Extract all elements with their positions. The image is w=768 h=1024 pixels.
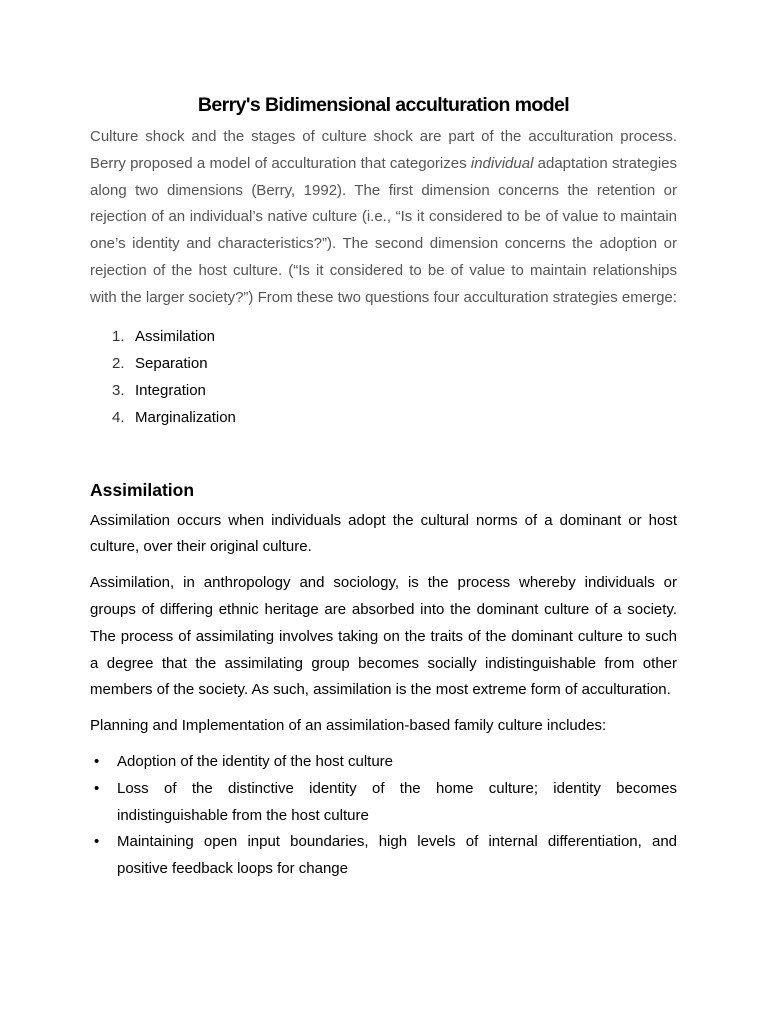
- assimilation-definition: Assimilation occurs when individuals adopt the cultural norms of a dominant or host culture, over their original culture.: [90, 511, 677, 556]
- bullet-text: Loss of the distinctive identity of the home culture; identity becomes indistinguishable from the host culture: [117, 779, 677, 824]
- strategy-item: [90, 377, 677, 404]
- strategy-label: Separation: [135, 354, 208, 372]
- strategy-number: 2.: [112, 354, 125, 372]
- document-page: [90, 92, 677, 883]
- assimilation-anthropology-paragraph: Assimilation, in anthropology and sociology, is the process whereby individuals or groups of differing ethnic heritage are absorbed into the dominant culture of a society. The process of assimilating involves taking on the traits of the dominant culture to such a degree that the assimilating group becomes socially indistinguishable from other members of the society. As such, assimilation is the most extreme form of acculturation.: [90, 574, 677, 699]
- bullet-glyph: •: [94, 779, 100, 797]
- strategy-number: 1.: [112, 327, 125, 345]
- assimilation-bullet-list: [90, 749, 677, 883]
- bullet-glyph: •: [94, 833, 100, 851]
- strategy-item: [90, 350, 677, 377]
- intro-text-end: adaptation strategies along two dimensions (Berry, 1992). The first dimension concerns the retention or rejection of an individual’s native culture (i.e., “Is it considered to be of value to maintain one’s identity and characteristics?”). The second dimension concerns the adoption or rejection of the host culture. (“Is it considered to be of value to maintain relationships with the larger society?”) From these two questions four acculturation strategies emerge:: [90, 154, 677, 306]
- strategy-number: 4.: [112, 408, 125, 426]
- strategy-item: [90, 323, 677, 350]
- strategies-list: [90, 323, 677, 431]
- bullet-item: [90, 749, 677, 776]
- strategy-label: Integration: [135, 381, 206, 399]
- bullet-item: [90, 829, 677, 883]
- section-heading-assimilation: Assimilation: [90, 479, 195, 500]
- intro-paragraph: [90, 124, 677, 312]
- bullet-text: Adoption of the identity of the host culture: [117, 752, 394, 770]
- strategy-item: [90, 404, 677, 431]
- strategy-label: Assimilation: [135, 327, 216, 345]
- strategy-number: 3.: [112, 381, 125, 399]
- planning-intro: Planning and Implementation of an assimilation-based family culture includes:: [90, 717, 607, 735]
- strategy-label: Marginalization: [135, 408, 236, 426]
- bullet-text: Maintaining open input boundaries, high levels of internal differentiation, and positive feedback loops for change: [117, 833, 677, 878]
- intro-text-start: Culture shock and the stages of culture shock are part of the acculturation process. Berry proposed a model of acculturation that categorizes: [90, 128, 677, 172]
- bullet-glyph: •: [94, 752, 100, 770]
- bullet-item: [90, 776, 677, 830]
- intro-emphasis: individual: [470, 154, 534, 172]
- document-title: Berry's Bidimensional acculturation model: [197, 94, 570, 116]
